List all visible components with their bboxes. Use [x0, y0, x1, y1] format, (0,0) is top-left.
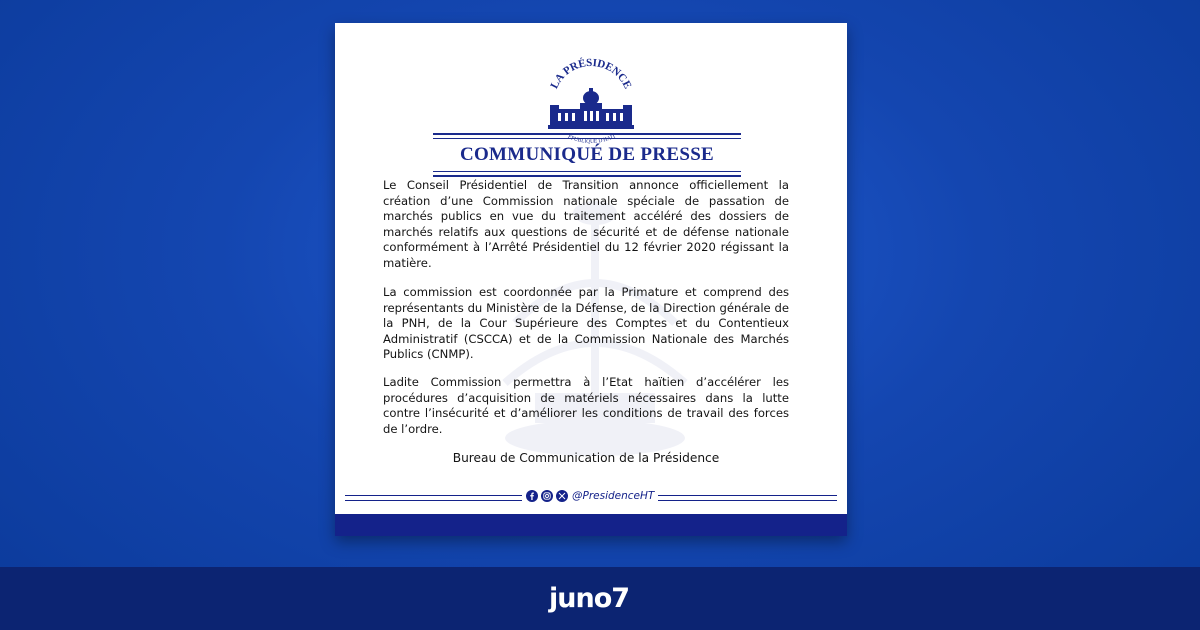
x-icon[interactable]: [556, 490, 568, 502]
paragraph-composition: La commission est coordonnée par la Primature et comprend des représentants du Ministère de la Défense, de la Direction générale de la PNH, de la Cour Supérieure des Comptes et du Contentieux Administratif (CSCCA) et de la Commission Nationale des Marchés Publics (CNMP).: [383, 285, 789, 362]
title-block: [433, 133, 741, 177]
card-footer-bar: [335, 514, 847, 536]
social-handle[interactable]: @PresidenceHT: [572, 490, 655, 502]
svg-text:RÉPUBLIQUE D'HAÏTI: ÉPUBLIQUE D'HAÏT: [566, 133, 617, 146]
title-rule-bottom: [433, 171, 741, 172]
instagram-icon[interactable]: [541, 490, 553, 502]
facebook-icon[interactable]: [526, 490, 538, 502]
press-release-card: [335, 23, 847, 536]
signature: Bureau de Communication de la Présidence: [452, 451, 720, 465]
press-release-title: COMMUNIQUÉ DE PRESSE: [459, 144, 715, 165]
paragraph-purpose: Ladite Commission permettra à l’Etat haïtien d’accélérer les procédures d’acquisition de matériels nécessaires dans la lutte contre l’insécurité et d’améliorer les conditions de travail des forces de l’ordre.: [383, 375, 789, 436]
social-links: [522, 488, 658, 504]
paragraph-announcement: Le Conseil Présidentiel de Transition annonce officiellement la création d’une Commission nationale spéciale de passation de marchés publics en vue du traitement accéléré des dossiers de marchés relatifs aux questions de sécurité et de défense nationale conformément à l’Arrêté Présidentiel du 12 février 2020 régissant la matière.: [383, 178, 789, 270]
title-rule-top: [433, 138, 741, 139]
svg-text:LA PRÉSIDENCE: LA PRÉSIDENCE: [548, 56, 634, 91]
logo-text: juno7: [549, 583, 630, 614]
juno7-logo: [549, 583, 645, 621]
